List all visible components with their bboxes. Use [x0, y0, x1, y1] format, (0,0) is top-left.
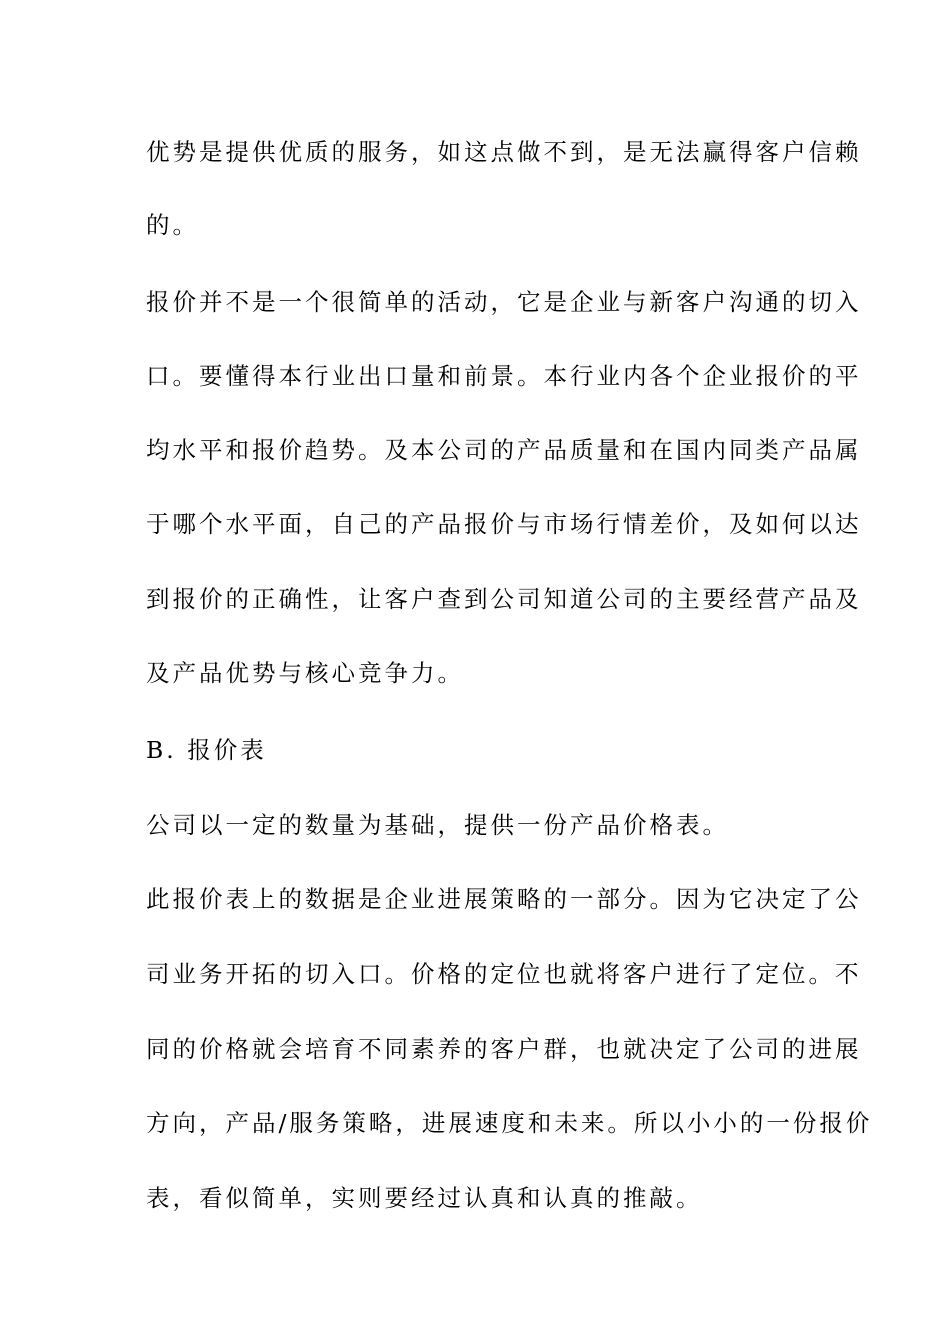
paragraph-line: 及产品优势与核心竞争力。 [146, 659, 464, 687]
paragraph-line: 于哪个水平面，自己的产品报价与市场行情差价，及如何以达 [146, 510, 862, 538]
paragraph-line: 报价并不是一个很简单的活动，它是企业与新客户沟通的切入 [146, 288, 862, 316]
section-heading: B. 报价表 [146, 736, 267, 764]
paragraph-line: 表，看似简单，实则要经过认真和认真的推敲。 [146, 1184, 703, 1212]
paragraph-line: 此报价表上的数据是企业进展策略的一部分。因为它决定了公 [146, 885, 862, 913]
paragraph-line: 均水平和报价趋势。及本公司的产品质量和在国内同类产品属 [146, 436, 862, 464]
paragraph-line: 口。要懂得本行业出口量和前景。本行业内各个企业报价的平 [146, 362, 862, 390]
paragraph-line: 同的价格就会培育不同素养的客户群，也就决定了公司的进展 [146, 1035, 862, 1063]
paragraph-line: 到报价的正确性，让客户查到公司知道公司的主要经营产品及 [146, 585, 862, 613]
paragraph-line: 司业务开拓的切入口。价格的定位也就将客户进行了定位。不 [146, 960, 862, 988]
paragraph-line: 公司以一定的数量为基础，提供一份产品价格表。 [146, 811, 729, 839]
paragraph-line: 方向，产品/服务策略，进展速度和未来。所以小小的一份报价 [146, 1109, 873, 1137]
paragraph-line: 优势是提供优质的服务，如这点做不到，是无法赢得客户信赖 [146, 138, 862, 166]
paragraph-line: 的。 [146, 211, 199, 239]
